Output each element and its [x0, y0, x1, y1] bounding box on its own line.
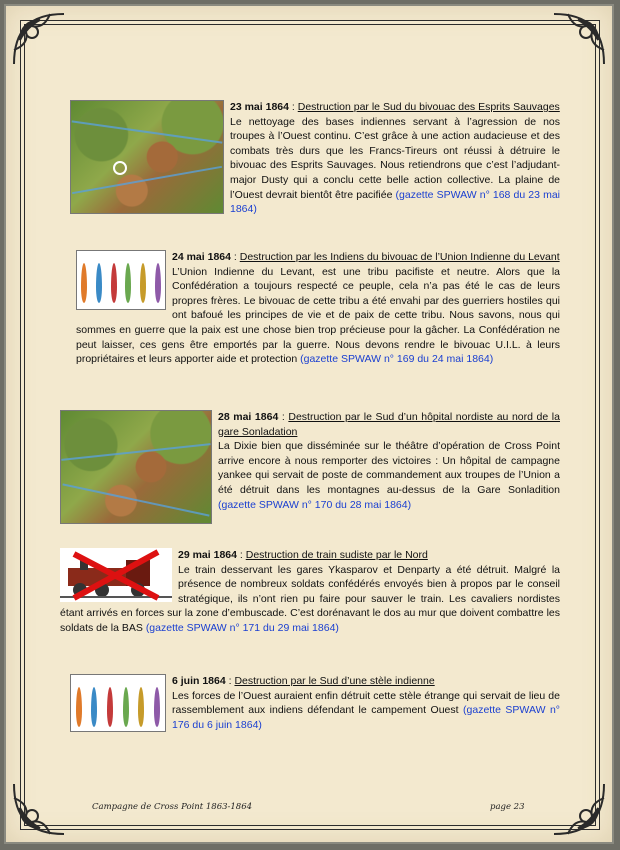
entry-body: Le train desservant les gares Ykasparov et Denparty a été détruit. Malgré la présence de nombreux soldats confédérés envoyés bien à propos par le conseil stratégique, ils n’ont rien pu faire pour sauver le train. Les cavaliers nordistes étant arrivés en forces sur la zone d’embuscade. C’est dorénavant le dos au mur que doivent combattre les soldats de la BAS	[60, 563, 560, 634]
entry-title: Destruction par le Sud d’un hôpital nordiste au nord de la gare Sonladation	[218, 411, 560, 438]
separator: :	[230, 251, 240, 263]
page-number: page 23	[490, 802, 525, 812]
destroyed-train-image	[60, 548, 172, 602]
entry-date: 6 juin 1864	[172, 675, 226, 687]
gazette-reference: (gazette SPWAW n° 169 du 24 mai 1864)	[300, 353, 494, 366]
news-entry	[70, 674, 560, 734]
entry-title: Destruction par les Indiens du bivouac de l’Union Indienne du Levant	[239, 251, 560, 263]
entry-date: 28 mai 1864	[218, 411, 279, 423]
map-image	[70, 100, 224, 214]
news-entry	[60, 548, 560, 636]
separator: :	[236, 549, 246, 561]
gazette-reference: (gazette SPWAW n° 176 du 6 juin 1864)	[172, 704, 560, 731]
feathers-image	[76, 250, 166, 310]
entry-body: La Dixie bien que disséminée sur le théâtre d’opération de Cross Point arrive encore à nous remporter des victoires : Un hôpital de campagne yankee qui servait de poste de commandement aux troupes de l’Union a été détruit dans les montagnes au-dessus de la Gare Sonladition	[218, 440, 560, 496]
news-entry	[70, 100, 560, 217]
separator: :	[225, 675, 235, 687]
entry-title: Destruction par le Sud d’une stèle indienne	[234, 675, 435, 687]
separator: :	[278, 411, 289, 423]
corner-ornament-icon	[10, 780, 68, 838]
entry-body: Les forces de l’Ouest auraient enfin détruit cette stèle étrange qui servait de lieu de rassemblement aux indiens défendant le campement Ouest	[172, 689, 560, 717]
footer-campaign-title: Campagne de Cross Point 1863-1864	[92, 802, 253, 812]
entry-date: 23 mai 1864	[230, 101, 289, 113]
entry-body: L’Union Indienne du Levant, est une tribu pacifiste et neutre. Alors que la Confédération a toujours respecté ce peuple, cela n’a pas été le cas de leurs propres frères. Le bivouac de cette tribu a été envahi par des guerriers hostiles qui ont bafoué les principes de vie et de paix de cette tribu. Nous savons, nous qui sommes en guerre que la paix est une chose bien trop précieuse pour la gâcher. La Confédération ne peut laisser, ces gens être emportés par la guerre. Nous devons rendre le bivouac U.I.L. à leurs propriétaires et leurs apporter aide et protection	[76, 265, 560, 366]
entry-title: Destruction par le Sud du bivouac des Esprits Sauvages	[297, 101, 560, 113]
entry-date: 24 mai 1864	[172, 251, 231, 263]
corner-ornament-icon	[550, 780, 608, 838]
page	[4, 4, 614, 844]
news-entry	[60, 410, 560, 526]
gazette-reference: (gazette SPWAW n° 171 du 29 mai 1864)	[145, 621, 339, 634]
entry-body: Le nettoyage des bases indiennes servant à l’agression de nos troupes à l’Ouest continu. C’est grâce à une action audacieuse et des combats très durs que les Francs-Tireurs ont réussi à détruire le bivouac des Esprits Sauvages. Nous retiendrons que c’est l’adjudant-major Dusty qui a conclu cette belle action collective. La plaine de l’Ouest devrait bientôt être pacifiée	[230, 115, 560, 201]
separator: :	[288, 101, 298, 113]
map-image	[60, 410, 212, 524]
corner-ornament-icon	[550, 10, 608, 68]
gazette-reference: (gazette SPWAW n° 170 du 28 mai 1864)	[218, 498, 412, 511]
entry-date: 29 mai 1864	[178, 549, 237, 561]
entry-title: Destruction de train sudiste par le Nord	[245, 549, 428, 561]
gazette-reference: (gazette SPWAW n° 168 du 23 mai 1864)	[230, 188, 560, 216]
news-entry	[76, 250, 560, 367]
feathers-image	[70, 674, 166, 732]
corner-ornament-icon	[10, 10, 68, 68]
